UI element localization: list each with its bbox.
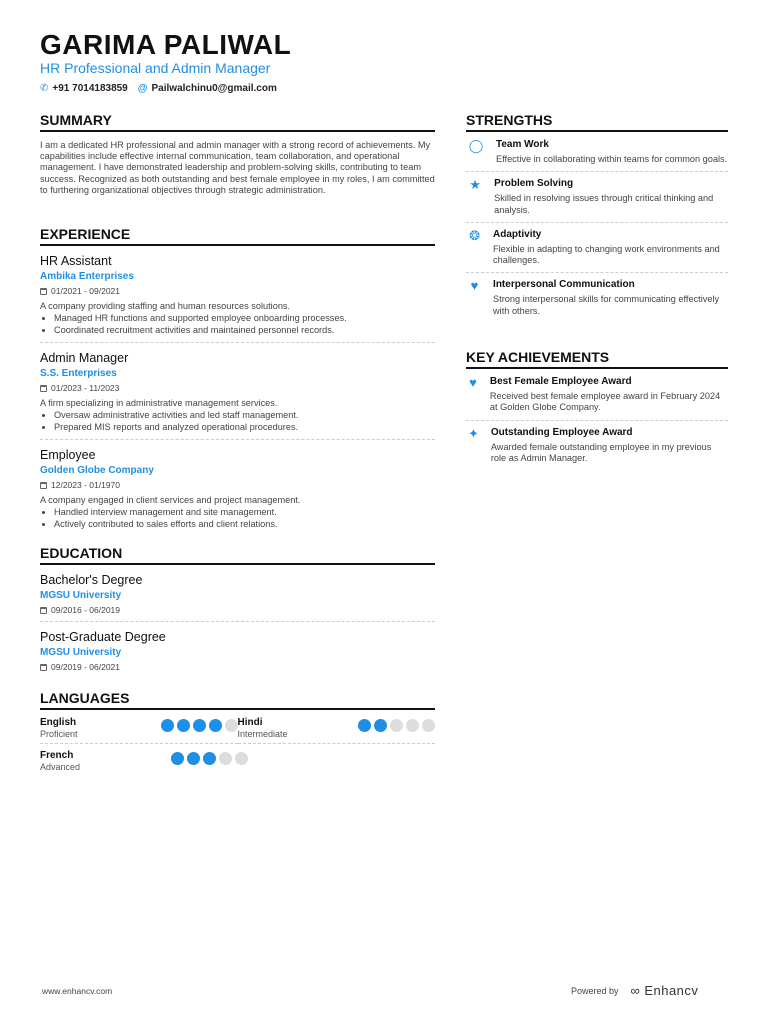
job-dates <box>40 480 435 490</box>
job-dates-text: 01/2023 - 11/2023 <box>51 383 120 393</box>
strength-title: Problem Solving <box>494 178 574 190</box>
job-description: A company providing staffing and human resources solutions. <box>40 301 291 311</box>
email-contact[interactable] <box>138 83 277 94</box>
language-level: Intermediate <box>237 729 288 739</box>
job-dates-text: 12/2023 - 01/1970 <box>51 480 121 490</box>
summary-heading: SUMMARY <box>40 112 435 132</box>
school-name: MGSU University <box>40 647 122 658</box>
phone-icon: ✆ <box>40 83 49 94</box>
education-dates-text: 09/2019 - 06/2021 <box>51 662 121 672</box>
school-name: MGSU University <box>40 590 122 601</box>
achievements-section <box>466 349 728 464</box>
job-company: Ambika Enterprises <box>40 271 134 282</box>
job-title: HR Assistant <box>40 254 112 268</box>
degree-title: Bachelor's Degree <box>40 573 143 587</box>
job-bullet: • Prepared MIS reports and analyzed operational procedures. <box>54 422 435 434</box>
rating-dot-empty <box>390 719 403 732</box>
achievement-item <box>466 376 728 421</box>
language-level: Proficient <box>40 729 78 739</box>
rating-dot-filled <box>177 719 190 732</box>
star-icon: ★ <box>469 177 481 193</box>
divider <box>466 171 728 172</box>
rating-dot-empty <box>422 719 435 732</box>
rating-dot-filled <box>209 719 222 732</box>
phone-contact[interactable] <box>40 83 128 94</box>
powered-by <box>571 983 698 998</box>
education-dates-text: 09/2016 - 06/2019 <box>51 605 121 615</box>
education-entry <box>40 630 435 672</box>
education-section <box>40 545 435 672</box>
strength-title: Adaptivity <box>493 228 542 240</box>
languages-section <box>40 690 435 772</box>
enhancv-logo-icon: ∞ <box>630 983 641 998</box>
experience-heading: EXPERIENCE <box>40 226 435 246</box>
language-name: English <box>40 717 77 728</box>
at-icon: @ <box>137 83 148 94</box>
job-bullet: • Oversaw administrative activities and led staff management. <box>54 410 435 422</box>
language-hindi <box>238 717 436 744</box>
achievement-text: Received best female employee award in February 2024 at Golden Globe Company. <box>489 391 721 413</box>
strength-text: Skilled in resolving issues through critical thinking and analysis. <box>494 193 714 215</box>
divider <box>40 621 435 622</box>
rating-dot-empty <box>406 719 419 732</box>
strength-item <box>466 279 728 317</box>
rating-dot-filled <box>187 752 200 765</box>
strengths-section <box>466 112 728 317</box>
strengths-heading: STRENGTHS <box>466 112 728 132</box>
divider <box>466 272 728 273</box>
job-entry <box>40 254 435 343</box>
language-french <box>40 750 248 772</box>
job-bullets <box>40 410 435 433</box>
job-bullets <box>40 507 435 530</box>
rating-dot-empty <box>235 752 248 765</box>
rating-dot-filled <box>193 719 206 732</box>
summary-text: I am a dedicated HR professional and admin manager with a strong record of achievements. My capabilities include effective internal communication, team collaboration, and operational management. I have demonstrated leadership and problem-solving skills, contributing to team success. Recognized as both outstanding and best female employee in my roles, I am committed to furthering organizational objectives through strategic administration. <box>40 140 435 195</box>
job-title: Employee <box>40 448 96 462</box>
divider <box>40 439 435 440</box>
job-description: A company engaged in client services and project management. <box>40 495 301 505</box>
divider <box>466 222 728 223</box>
strength-title: Team Work <box>496 139 549 150</box>
education-heading: EDUCATION <box>40 545 435 565</box>
job-entry <box>40 448 435 530</box>
strength-item <box>466 178 728 223</box>
achievement-title: Best Female Employee Award <box>489 376 632 387</box>
website-link[interactable]: www.enhancv.com <box>42 986 113 996</box>
calendar-icon <box>40 607 47 614</box>
powered-by-label: Powered by <box>571 985 619 996</box>
language-english <box>40 717 238 744</box>
summary-section <box>40 112 435 196</box>
job-company: Golden Globe Company <box>40 465 154 476</box>
job-bullets <box>40 313 435 336</box>
language-rating <box>161 719 238 732</box>
language-rating <box>358 719 435 732</box>
magic-wand-icon: ✦ <box>467 425 479 441</box>
achievement-text: Awarded female outstanding employee in my previous role as Admin Manager. <box>490 441 712 463</box>
email-address: Pailwalchinu0@gmail.com <box>151 83 277 94</box>
languages-heading: LANGUAGES <box>40 690 435 710</box>
rating-dot-filled <box>358 719 371 732</box>
language-name: Hindi <box>237 717 263 728</box>
education-dates <box>40 662 435 672</box>
language-rating <box>171 752 248 765</box>
calendar-icon <box>40 288 47 295</box>
phone-number: +91 7014183859 <box>52 83 128 94</box>
rating-dot-empty <box>225 719 238 732</box>
brand-name: Enhancv <box>644 983 699 998</box>
candidate-name: GARIMA PALIWAL <box>40 29 292 60</box>
calendar-icon <box>40 664 47 671</box>
job-entry <box>40 351 435 440</box>
rating-dot-filled <box>203 752 216 765</box>
strength-text: Flexible in adapting to changing work environments and challenges. <box>493 243 720 266</box>
achievements-heading: KEY ACHIEVEMENTS <box>466 349 728 369</box>
education-entry <box>40 573 435 622</box>
experience-section <box>40 226 435 530</box>
job-company: S.S. Enterprises <box>40 368 117 379</box>
achievement-title: Outstanding Employee Award <box>490 426 633 438</box>
candidate-title: HR Professional and Admin Manager <box>40 60 271 76</box>
divider <box>40 342 435 343</box>
job-bullet: • Coordinated recruitment activities and maintained personnel records. <box>54 325 435 337</box>
job-dates-text: 01/2021 - 09/2021 <box>51 286 121 296</box>
heart-icon: ♥ <box>469 375 477 390</box>
medal-icon: ❂ <box>469 227 480 243</box>
job-dates <box>40 383 435 393</box>
lightbulb-icon: ◯ <box>468 138 484 153</box>
calendar-icon <box>40 385 47 392</box>
brand-logo[interactable] <box>631 983 699 998</box>
strength-title: Interpersonal Communication <box>493 279 635 291</box>
rating-dot-filled <box>171 752 184 765</box>
job-bullet: • Handled interview management and site management. <box>54 507 435 519</box>
job-title: Admin Manager <box>40 351 129 365</box>
job-bullet: • Actively contributed to sales efforts and client relations. <box>54 519 435 531</box>
calendar-icon <box>40 482 47 489</box>
strength-text: Effective in collaborating within teams for common goals. <box>496 154 728 164</box>
strength-item <box>466 229 728 274</box>
language-level: Advanced <box>40 762 81 772</box>
heart-icon: ♥ <box>470 278 479 294</box>
strength-text: Strong interpersonal skills for communicating effectively with others. <box>493 294 720 316</box>
divider <box>466 420 728 421</box>
job-dates <box>40 286 435 296</box>
languages-row <box>40 750 435 772</box>
languages-row <box>40 717 435 744</box>
contact-row <box>40 83 277 94</box>
job-description: A firm specializing in administrative management services. <box>40 398 278 408</box>
strength-item <box>466 139 728 172</box>
rating-dot-empty <box>219 752 232 765</box>
language-name: French <box>40 750 74 761</box>
degree-title: Post-Graduate Degree <box>40 630 166 644</box>
rating-dot-filled <box>374 719 387 732</box>
education-dates <box>40 605 435 615</box>
rating-dot-filled <box>161 719 174 732</box>
achievement-item <box>466 427 728 465</box>
job-bullet: • Managed HR functions and supported employee onboarding processes. <box>54 313 435 325</box>
